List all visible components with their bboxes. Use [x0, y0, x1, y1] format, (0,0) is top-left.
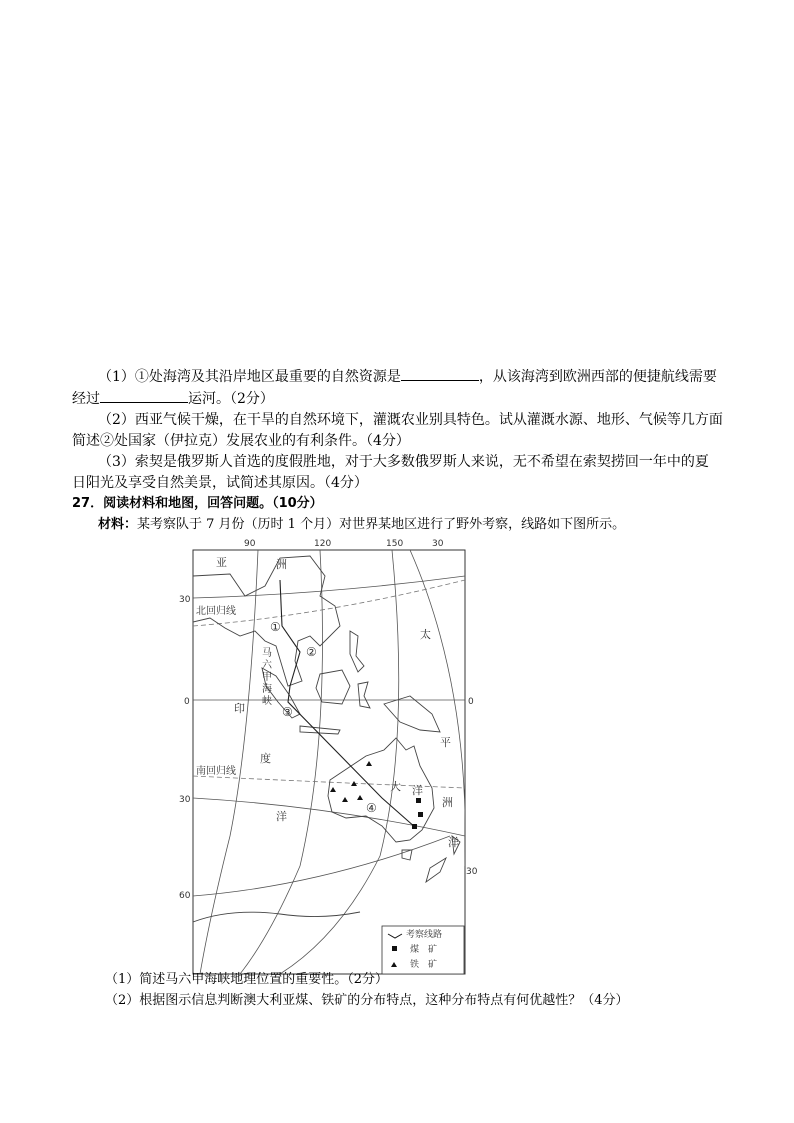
legend-iron-label: 铁 矿: [410, 960, 438, 970]
label-strait-4: 海: [262, 684, 272, 695]
coal-square: [412, 824, 417, 829]
label-right-30: 30: [466, 867, 478, 877]
q27-heading: 27．阅读材料和地图，回答问题。（10分）: [72, 496, 323, 511]
q27-question-1: （1）简述马六甲海峡地理位置的重要性。（2分）: [105, 972, 389, 987]
label-right-0: 0: [468, 697, 474, 707]
q26-part1-text-a: （1）①处海湾及其沿岸地区最重要的自然资源是: [98, 369, 401, 385]
coal-legend-icon: [392, 946, 397, 951]
q26-part1-line1: [98, 366, 717, 387]
label-lon-150: 150: [386, 539, 404, 549]
label-strait-1: 马: [262, 648, 272, 659]
marker-1: ①: [270, 620, 281, 634]
label-indian-2: 度: [260, 752, 271, 765]
label-oceania-2: 洋: [412, 784, 423, 797]
material-label: 材料：: [98, 517, 138, 532]
label-lon-90: 90: [244, 539, 256, 549]
q26-part1-line2: [72, 388, 274, 409]
label-lat-60s: 60: [179, 891, 191, 901]
label-asia-2: 洲: [276, 558, 287, 571]
marker-3: ③: [282, 705, 293, 719]
q26-part2-line1: （2）西亚气候干燥，在干旱的自然环境下，灌溉农业别具特色。试从灌溉水源、地形、气候等几方面: [98, 412, 723, 428]
coal-square: [416, 798, 421, 803]
label-tropic-capricorn: 南回归线: [196, 766, 236, 777]
answer-blank-resource: [401, 366, 479, 381]
expedition-map: [170, 536, 480, 976]
label-strait-2: 六: [262, 660, 272, 671]
q26-part3-line1: （3）索契是俄罗斯人首选的度假胜地，对于大多数俄罗斯人来说，无不希望在索契捞回一年中的夏: [98, 454, 709, 470]
label-pacific-2: 平: [440, 736, 451, 749]
label-lon-180: 30: [432, 539, 444, 549]
material-text: 某考察队于 7 月份（历时 1 个月）对世界某地区进行了野外考察，线路如下图所示。: [137, 517, 626, 532]
marker-4: ④: [366, 801, 377, 815]
q26-part1-text-b: ，从该海湾到欧洲西部的便捷航线需要: [478, 369, 717, 385]
marker-2: ②: [306, 645, 317, 659]
legend-route-label: 考察线路: [406, 930, 443, 940]
q27-question-2: （2）根据图示信息判断澳大利亚煤、铁矿的分布特点，这种分布特点有何优越性？（4分）: [105, 993, 629, 1008]
label-lat-30n: 30: [179, 595, 191, 605]
label-lat-30s: 30: [179, 795, 191, 805]
q26-part1-text-d: 运河。（2分）: [188, 391, 274, 407]
label-tropic-cancer: 北回归线: [196, 606, 236, 617]
q26-part1-text-c: 经过: [72, 391, 100, 407]
label-lat-0: 0: [184, 697, 190, 707]
label-oceania-1: 大: [390, 780, 401, 793]
q26-part2-line2: 简述②处国家（伊拉克）发展农业的有利条件。（4分）: [72, 433, 410, 449]
answer-blank-canal: [100, 388, 188, 403]
coal-square: [418, 812, 423, 817]
legend-coal-label: 煤 矿: [410, 945, 438, 955]
label-indian-3: 洋: [276, 810, 287, 823]
label-indian-1: 印: [234, 702, 245, 715]
label-lon-120: 120: [314, 539, 332, 549]
label-strait-3: 甲: [262, 672, 272, 683]
label-pacific-1: 太: [420, 628, 431, 641]
label-strait-5: 峡: [262, 696, 272, 707]
label-asia-1: 亚: [216, 556, 227, 569]
label-pacific-3: 洋: [448, 836, 459, 849]
label-oceania-3: 洲: [442, 796, 453, 809]
q27-material: [98, 515, 625, 535]
q26-part3-line2: 日阳光及享受自然美景，试简述其原因。（4分）: [72, 475, 368, 491]
